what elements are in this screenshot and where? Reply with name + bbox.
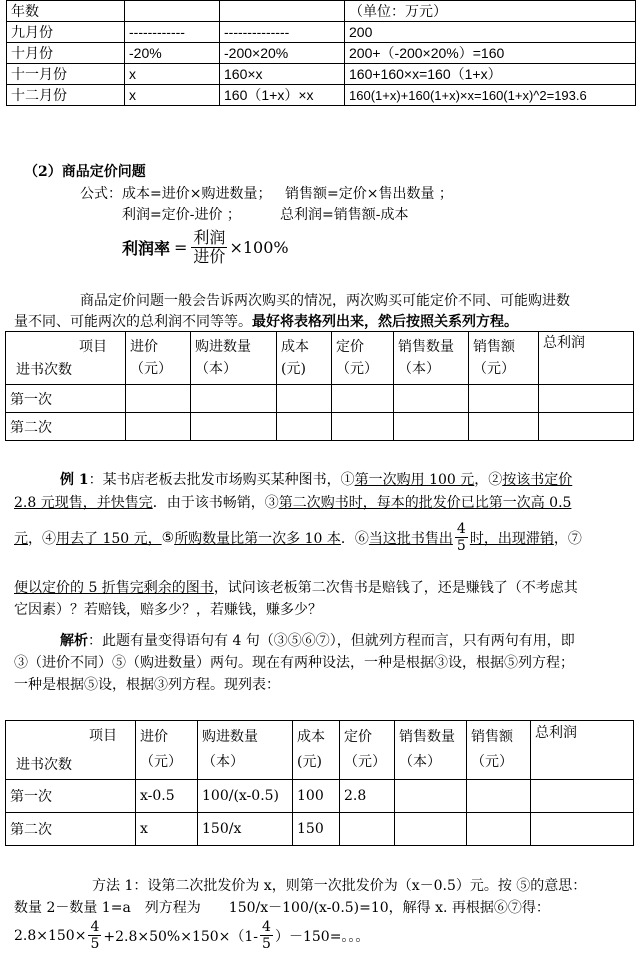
- table-cell: [531, 780, 634, 813]
- corner-top: 项目: [89, 728, 117, 744]
- row-label: 第二次: [6, 413, 126, 441]
- table-cell: 200: [345, 22, 636, 43]
- paragraph-text: 量不同、可能两次的总利润不同等等。: [14, 314, 252, 330]
- example-line: 例 1：某书店老板去批发市场购买某种图书，①第一次购用 100 元，②按该书定价: [60, 472, 573, 488]
- table-cell: 十月份: [7, 43, 125, 64]
- table-cell: -200×20%: [220, 43, 345, 64]
- table-header-row: [6, 332, 634, 385]
- profit-rate-formula: [122, 230, 289, 265]
- table-cell: -20%: [125, 43, 220, 64]
- method-line: 方法 1：设第二次批发价为 x，则第一次批发价为（x－0.5）元。按 ⑤的意思：: [92, 878, 587, 894]
- table-cell: 100/(x-0.5): [198, 780, 293, 813]
- formula-sales: 销售额=定价×售出数量 ；: [285, 186, 453, 202]
- rate-equals: =: [174, 238, 188, 257]
- table-cell: [220, 1, 345, 22]
- column-header: 成本 (元): [277, 332, 332, 385]
- formula-total-profit: 总利润=销售额-成本: [280, 207, 409, 223]
- table-cell: 200+（-200×20%）=160: [345, 43, 636, 64]
- column-header: 定价 （元）: [332, 332, 394, 385]
- formula-label: 公式：: [80, 186, 122, 202]
- rate-numerator: 利润: [193, 228, 226, 247]
- column-header: 购进数量 （本）: [198, 721, 293, 780]
- corner-bottom: 进书次数: [16, 362, 72, 378]
- column-header: 销售额 （元）: [467, 721, 531, 780]
- example-line: 元 ，④ 用去了 150 元， ⑤ 所购数量比第一次多 10 本 ．⑥ 当这批书售出 $\frac{4}{5}$ 时，出现滞销 ，⑦: [14, 521, 582, 554]
- fraction: $\frac{4}{5}$: [90, 919, 100, 952]
- table-cell: ------------: [125, 22, 220, 43]
- corner-bottom: 进书次数: [16, 757, 72, 773]
- paragraph-line: 商品定价问题一般会告诉两次购买的情况，两次购买可能定价不同、可能购进数: [80, 293, 570, 309]
- column-header: 销售数量 （本）: [394, 332, 469, 385]
- table-cell: 2.8: [340, 780, 395, 813]
- table-cell: 160（1+x）×x: [220, 85, 345, 106]
- analysis-line: 解析：此题有量变得语句有 4 句（③⑤⑥⑦），但就列方程而言，只有两句有用，即: [60, 633, 575, 649]
- analysis-line: ③（进价不同）⑤（购进数量）两句。现在有两种设法，一种是根据③设，根据⑤列方程；: [14, 655, 574, 671]
- column-header: 总利润: [539, 332, 634, 385]
- column-header: 进价 （元）: [126, 332, 191, 385]
- example-line: 它因素）？若赔钱，赔多少？，若赚钱，赚多少？: [14, 602, 322, 618]
- table-cell: 100: [293, 780, 340, 813]
- row-label: 第二次: [6, 813, 136, 846]
- formula-cost: 成本=进价×购进数量；: [122, 186, 272, 202]
- table-cell: x: [125, 64, 220, 85]
- pricing-template-table: [5, 331, 634, 441]
- table-cell: x: [125, 85, 220, 106]
- rate-label: 利润率: [122, 239, 171, 258]
- corner-cell: [6, 721, 136, 780]
- table-row: [6, 413, 634, 441]
- pricing-filled-table: [5, 720, 634, 846]
- table-cell: 年数: [7, 1, 125, 22]
- table-row: [7, 1, 636, 22]
- rate-fraction: [191, 230, 227, 265]
- fraction: $\frac{4}{5}$: [262, 919, 271, 952]
- table-row: [6, 385, 634, 413]
- method-line: 数量 2－数量 1=a 列方程为 150/x－100/(x-0.5)=10，解得 x. 再根据⑥⑦得：: [14, 900, 550, 916]
- table-cell: 九月份: [7, 22, 125, 43]
- table-cell: x: [136, 813, 198, 846]
- analysis-line: 一种是根据⑤设，根据③列方程。现列表：: [14, 677, 280, 693]
- analysis-label: 解析: [60, 633, 88, 649]
- table-row: [7, 22, 636, 43]
- table-row: [7, 85, 636, 106]
- column-header: 购进数量 （本）: [191, 332, 277, 385]
- row-label: 第一次: [6, 385, 126, 413]
- table-cell: 160(1+x)+160(1+x)×x=160(1+x)^2=193.6: [345, 85, 636, 106]
- column-header: 定价 （元）: [340, 721, 395, 780]
- table-cell: [467, 780, 531, 813]
- paragraph-bold: 最好将表格列出来，然后按照关系列方程。: [252, 314, 518, 330]
- column-header: 销售额 （元）: [469, 332, 539, 385]
- table-cell: 150/x: [198, 813, 293, 846]
- corner-cell: [6, 332, 126, 385]
- table-row: [7, 43, 636, 64]
- table-cell: [340, 813, 395, 846]
- example-label: 例 1: [60, 472, 89, 488]
- table-header-row: [6, 721, 634, 780]
- fraction: $\frac{4}{5}$: [456, 521, 466, 554]
- table-cell: [395, 780, 467, 813]
- table-cell: [125, 1, 220, 22]
- column-header: 进价 （元）: [136, 721, 198, 780]
- table-cell: [467, 813, 531, 846]
- table-row: [6, 780, 634, 813]
- table-cell: 十二月份: [7, 85, 125, 106]
- table-cell: --------------: [220, 22, 345, 43]
- example-line: 便以定价的 5 折售完剩余的图书，试问该老板第二次售书是赔钱了，还是赚钱了（不考虑其: [14, 580, 578, 596]
- paragraph-line: [14, 311, 518, 331]
- method-equation: 2.8×150× $\frac{4}{5}$ +2.8×50%×150×（1- $\frac{4}{5}$ ）－150=。。。: [14, 919, 370, 952]
- growth-table: [6, 0, 636, 106]
- column-header: 成本 (元): [293, 721, 340, 780]
- rate-times: ×100%: [229, 238, 289, 257]
- table-cell: 160+160×x=160（1+x）: [345, 64, 636, 85]
- rate-denominator: 进价: [193, 247, 226, 266]
- table-row: [6, 813, 634, 846]
- column-header: 销售数量 （本）: [395, 721, 467, 780]
- column-header: 总利润: [531, 721, 634, 780]
- section-title: （2）商品定价问题: [24, 164, 146, 180]
- table-cell: （单位：万元）: [345, 1, 636, 22]
- table-cell: [531, 813, 634, 846]
- table-cell: [395, 813, 467, 846]
- corner-top: 项目: [79, 339, 107, 355]
- row-label: 第一次: [6, 780, 136, 813]
- formula-profit: 利润=定价-进价 ；: [122, 207, 241, 223]
- example-line: 2.8 元现售，并快售完．由于该书畅销，③第二次购书时，每本的批发价已比第一次高 0.5: [14, 495, 572, 511]
- table-cell: x-0.5: [136, 780, 198, 813]
- table-cell: 160×x: [220, 64, 345, 85]
- table-row: [7, 64, 636, 85]
- table-cell: 十一月份: [7, 64, 125, 85]
- table-cell: 150: [293, 813, 340, 846]
